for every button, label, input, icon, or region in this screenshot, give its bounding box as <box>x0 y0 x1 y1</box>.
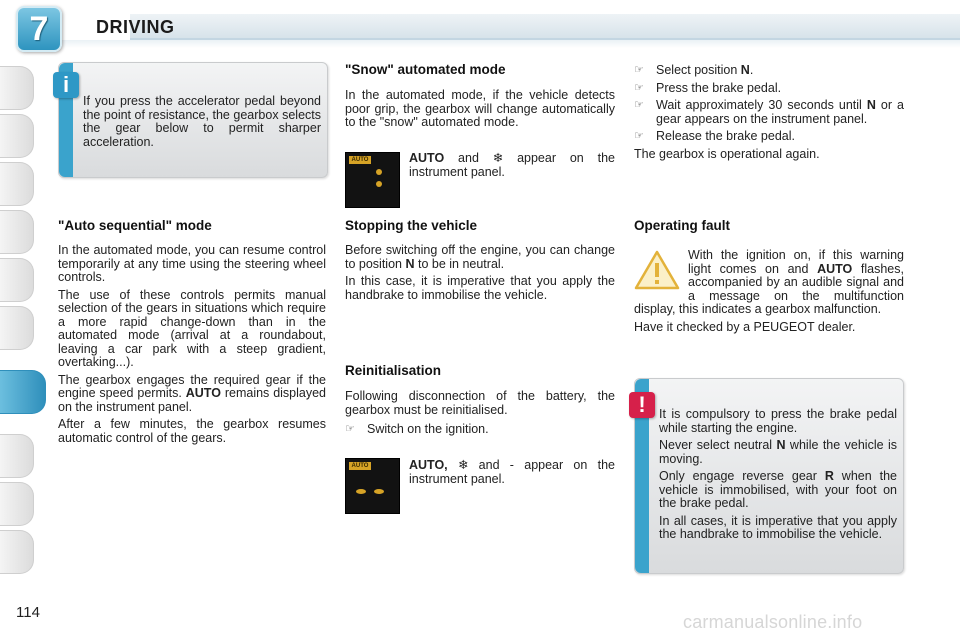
step-1: ☞ Select position N. <box>634 63 754 77</box>
header-band <box>130 14 960 40</box>
chapter-tab-3[interactable] <box>0 162 34 206</box>
header-underline <box>60 40 960 48</box>
auto-label: AUTO <box>349 156 371 164</box>
warning-box <box>634 378 904 574</box>
reinit-bullet: ☞ Switch on the ignition. <box>345 422 489 436</box>
chapter-tab-2[interactable] <box>0 114 34 158</box>
fault-section <box>634 218 904 233</box>
chapter-tab-10[interactable] <box>0 530 34 574</box>
stopping-heading: Stopping the vehicle <box>345 218 478 233</box>
reinit-indicator-text: AUTO, ❄ and - appear on the instrument panel. <box>409 458 615 486</box>
reinit-p1: Following disconnection of the battery, the gearbox must be reinitialised. <box>345 389 615 417</box>
fault-heading: Operating fault <box>634 218 731 233</box>
warning-p1: It is compulsory to press the brake pedal while starting the engine. <box>659 407 897 435</box>
steps-list <box>634 64 904 165</box>
info-box <box>58 62 328 178</box>
instrument-panel-reinit-image <box>345 458 400 514</box>
chapter-tab-5[interactable] <box>0 258 34 302</box>
warning-exclamation-icon: ! <box>629 392 655 418</box>
warning-p2: Never select neutral N while the vehicle is moving. <box>659 438 897 466</box>
reinit-section <box>345 363 615 437</box>
stopping-p2: In this case, it is imperative that you apply the handbrake to immobilise the vehicle. <box>345 274 615 302</box>
warning-p4: In all cases, it is imperative that you apply the handbrake to immobilise the vehicle. <box>659 513 897 541</box>
auto-sequential-section <box>58 218 326 449</box>
chapter-tab-8[interactable] <box>0 434 34 478</box>
info-icon: i <box>53 72 79 98</box>
steps-after: The gearbox is operational again. <box>634 146 820 161</box>
auto-sequential-p1: In the automated mode, you can resume control temporarily at any time using the steering wheel controls. <box>58 243 326 284</box>
chapter-tab-4[interactable] <box>0 210 34 254</box>
snow-mode-heading: "Snow" automated mode <box>345 62 506 77</box>
stopping-section <box>345 218 615 306</box>
chapter-tab-7-active[interactable] <box>0 370 46 414</box>
stopping-p1: Before switching off the engine, you can change to position N to be in neutral. <box>345 243 615 271</box>
instrument-panel-snow-image <box>345 152 400 208</box>
auto-sequential-p4: After a few minutes, the gearbox resumes automatic control of the gears. <box>58 417 326 445</box>
auto-sequential-p2: The use of these controls permits manual selection of the gears in situations which require a more rapid change-down than in the automated mode (arrival at a roundabout, leaving a car park with a steep gradient, overtaking...). <box>58 287 326 369</box>
snow-mode-section <box>345 62 615 134</box>
auto-sequential-p3: The gearbox engages the required gear if the engine speed permits. AUTO remains displayed on the instrument panel. <box>58 372 327 414</box>
page-title: DRIVING <box>96 17 175 37</box>
step-3: ☞ Wait approximately 30 seconds until N or a gear appears on the instrument panel. <box>634 98 905 126</box>
step-4: ☞ Release the brake pedal. <box>634 129 795 143</box>
watermark[interactable]: carmanualsonline.info <box>683 612 863 632</box>
auto-sequential-heading: "Auto sequential" mode <box>58 218 212 233</box>
chapter-tab-9[interactable] <box>0 482 34 526</box>
snow-mode-p1: In the automated mode, if the vehicle detects poor grip, the gearbox will change automatically to the "snow" automated mode. <box>345 88 615 129</box>
fault-text <box>634 249 904 338</box>
chapter-tab-6[interactable] <box>0 306 34 350</box>
page-header <box>0 0 960 58</box>
step-2: ☞ Press the brake pedal. <box>634 80 782 95</box>
fault-p1: With the ignition on, if this warning light comes on and AUTO flashes, accompanied by an audible signal and a message on the multifunction display, this indicates a gearbox malfunction. <box>634 248 904 316</box>
warning-p3: Only engage reverse gear R when the vehicle is immobilised, with your foot on the brake pedal. <box>659 469 897 510</box>
fault-p2: Have it checked by a PEUGEOT dealer. <box>634 319 856 334</box>
info-text: If you press the accelerator pedal beyond the point of resistance, the gearbox selects the gear below to permit sharper acceleration. <box>83 94 321 149</box>
chapter-number-badge[interactable]: 7 <box>16 6 62 52</box>
reinit-heading: Reinitialisation <box>345 363 442 378</box>
bullet-icon: ☞ <box>345 423 355 435</box>
auto-label: AUTO <box>349 462 371 470</box>
snow-indicator-text: AUTO and ❄ appear on the instrument panel. <box>409 151 615 179</box>
page-number: 114 <box>16 604 40 621</box>
chapter-tab-1[interactable] <box>0 66 34 110</box>
